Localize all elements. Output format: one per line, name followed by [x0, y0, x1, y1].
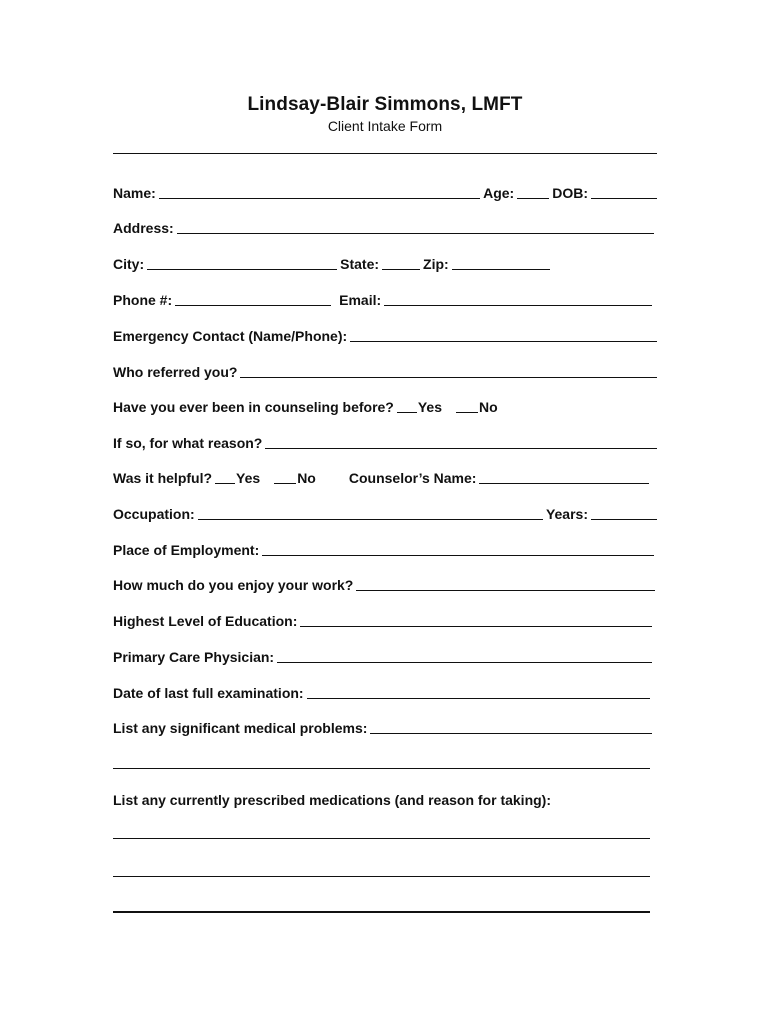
helpful-no-label: No: [297, 470, 316, 486]
emergency-row: [113, 326, 657, 344]
occupation-field[interactable]: [198, 505, 543, 520]
helpful-label: Was it helpful?: [113, 470, 213, 486]
counseling-label: Have you ever been in counseling before?: [113, 399, 394, 415]
occupation-label: Occupation:: [113, 506, 195, 522]
form-subtitle: Client Intake Form: [327, 118, 443, 134]
counseling-row: [113, 397, 657, 415]
years-field[interactable]: [591, 505, 657, 520]
name-row: [113, 183, 657, 201]
counseling-no-field[interactable]: [456, 398, 478, 413]
physician-row: [113, 647, 657, 665]
address-row: [113, 218, 657, 236]
enjoy-row: [113, 575, 657, 593]
reason-label: If so, for what reason?: [113, 435, 263, 451]
medical-row: [113, 718, 657, 736]
physician-label: Primary Care Physician:: [113, 649, 275, 665]
counseling-yes-label: Yes: [417, 399, 442, 415]
helpful-yes-label: Yes: [236, 470, 261, 486]
education-field[interactable]: [300, 612, 652, 627]
medications-label: List any currently prescribed medications (and reason for taking):: [113, 792, 551, 808]
employment-field[interactable]: [262, 541, 654, 556]
helpful-no-field[interactable]: [274, 469, 296, 484]
dob-field[interactable]: [591, 184, 657, 199]
medical-label: List any significant medical problems:: [113, 720, 368, 736]
helpful-yes-field[interactable]: [215, 469, 235, 484]
email-label: Email:: [339, 292, 382, 308]
medications-line-3[interactable]: [113, 911, 650, 913]
zip-field[interactable]: [452, 255, 550, 270]
medications-line-1[interactable]: [113, 838, 650, 839]
counseling-no-label: No: [479, 399, 498, 415]
address-label: Address:: [113, 220, 174, 236]
helpful-row: [113, 468, 657, 486]
education-row: [113, 611, 657, 629]
occupation-row: [113, 504, 657, 522]
employment-label: Place of Employment:: [113, 542, 260, 558]
emergency-field[interactable]: [350, 327, 657, 342]
dob-label: DOB:: [552, 185, 588, 201]
exam-field[interactable]: [307, 684, 650, 699]
medications-row: [113, 790, 657, 808]
phone-label: Phone #:: [113, 292, 173, 308]
zip-label: Zip:: [423, 256, 449, 272]
medical-extra-line[interactable]: [113, 768, 650, 769]
address-field[interactable]: [177, 219, 654, 234]
employment-row: [113, 540, 657, 558]
form-title: Lindsay-Blair Simmons, LMFT: [247, 94, 523, 115]
phone-field[interactable]: [175, 291, 331, 306]
referred-field[interactable]: [240, 363, 657, 378]
state-field[interactable]: [382, 255, 420, 270]
reason-row: [113, 433, 657, 451]
age-label: Age:: [483, 185, 515, 201]
name-field[interactable]: [159, 184, 480, 199]
header-divider: [113, 153, 657, 154]
counseling-yes-field[interactable]: [397, 398, 417, 413]
reason-field[interactable]: [265, 434, 657, 449]
city-row: [113, 254, 583, 272]
exam-label: Date of last full examination:: [113, 685, 304, 701]
exam-row: [113, 683, 657, 701]
counselor-field[interactable]: [479, 469, 649, 484]
years-label: Years:: [545, 506, 588, 522]
physician-field[interactable]: [277, 648, 652, 663]
phone-row: [113, 290, 657, 308]
age-field[interactable]: [517, 184, 549, 199]
referred-label: Who referred you?: [113, 364, 238, 380]
medications-line-2[interactable]: [113, 876, 650, 877]
city-label: City:: [113, 256, 145, 272]
city-field[interactable]: [147, 255, 337, 270]
referred-row: [113, 362, 657, 380]
emergency-label: Emergency Contact (Name/Phone):: [113, 328, 348, 344]
counselor-label: Counselor’s Name:: [348, 470, 477, 486]
enjoy-field[interactable]: [356, 576, 655, 591]
email-field[interactable]: [384, 291, 652, 306]
education-label: Highest Level of Education:: [113, 613, 298, 629]
medical-field[interactable]: [370, 719, 652, 734]
state-label: State:: [340, 256, 380, 272]
enjoy-label: How much do you enjoy your work?: [113, 577, 354, 593]
name-label: Name:: [113, 185, 156, 201]
